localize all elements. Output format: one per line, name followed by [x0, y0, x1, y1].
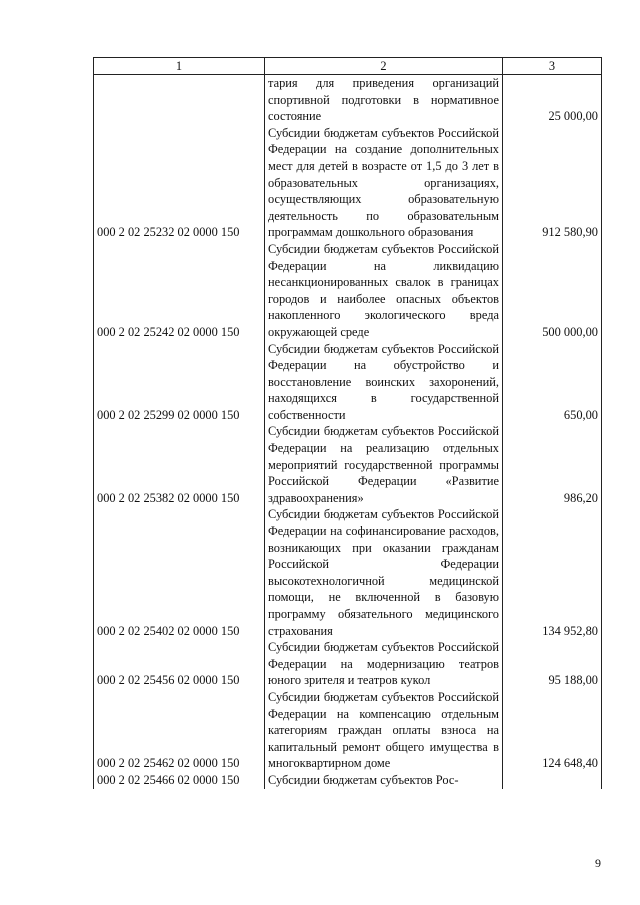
- revenue-description: Субсидии бюджетам субъектов Российской Федерации на модернизацию театров юного зрителя и театров кукол: [265, 639, 503, 689]
- amount: 25 000,00: [503, 75, 602, 125]
- table-row: [94, 772, 602, 789]
- column-header-3: 3: [503, 58, 602, 75]
- classification-code: [94, 75, 265, 125]
- classification-code: 000 2 02 25466 02 0000 150: [94, 772, 265, 789]
- table-row: [94, 506, 602, 639]
- table-row: [94, 125, 602, 241]
- classification-code: 000 2 02 25456 02 0000 150: [94, 639, 265, 689]
- table-row: [94, 689, 602, 772]
- classification-code: 000 2 02 25382 02 0000 150: [94, 423, 265, 506]
- table-header: [94, 58, 602, 75]
- revenue-description: Субсидии бюджетам субъектов Российской Федерации на компенсацию отдельным категориям граждан оплаты взноса на капитальный ремонт общего имущества в многоквартирном доме: [265, 689, 503, 772]
- header-row: [94, 58, 602, 75]
- table-row: [94, 639, 602, 689]
- amount: 650,00: [503, 341, 602, 424]
- revenue-description: Субсидии бюджетам субъектов Российской Федерации на софинансирование расходов, возникающих при оказании гражданам Российской Федерации высокотехнологичной медицинской помощи, не включенной в базовую программу обязательного медицинского страхования: [265, 506, 503, 639]
- budget-table: [93, 57, 602, 789]
- classification-code: 000 2 02 25232 02 0000 150: [94, 125, 265, 241]
- revenue-description: Субсидии бюджетам субъектов Рос-: [265, 772, 503, 789]
- table-row: [94, 241, 602, 341]
- amount: 986,20: [503, 423, 602, 506]
- revenue-description: Субсидии бюджетам субъектов Российской Федерации на создание дополнительных мест для детей в возрасте от 1,5 до 3 лет в образовательных организациях, осуществляющих образовательную деятельность по образовательным программам дошкольного образования: [265, 125, 503, 241]
- amount: 95 188,00: [503, 639, 602, 689]
- table-row: [94, 75, 602, 125]
- column-header-2: 2: [265, 58, 503, 75]
- amount: 124 648,40: [503, 689, 602, 772]
- table-row: [94, 423, 602, 506]
- page-number: 9: [595, 856, 601, 870]
- revenue-description: Субсидии бюджетам субъектов Российской Федерации на обустройство и восстановление воинских захоронений, находящихся в государственной собственности: [265, 341, 503, 424]
- amount: [503, 772, 602, 789]
- table-row: [94, 341, 602, 424]
- amount: 134 952,80: [503, 506, 602, 639]
- classification-code: 000 2 02 25462 02 0000 150: [94, 689, 265, 772]
- table-body: [94, 75, 602, 789]
- classification-code: 000 2 02 25242 02 0000 150: [94, 241, 265, 341]
- revenue-description: Субсидии бюджетам субъектов Российской Федерации на реализацию отдельных мероприятий государственной программы Российской Федерации «Развитие здравоохранения»: [265, 423, 503, 506]
- classification-code: 000 2 02 25299 02 0000 150: [94, 341, 265, 424]
- classification-code: 000 2 02 25402 02 0000 150: [94, 506, 265, 639]
- revenue-description: тария для приведения организаций спортивной подготовки в нормативное состояние: [265, 75, 503, 125]
- column-header-1: 1: [94, 58, 265, 75]
- amount: 500 000,00: [503, 241, 602, 341]
- revenue-description: Субсидии бюджетам субъектов Российской Федерации на ликвидацию несанкционированных свалок в границах городов и наиболее опасных объектов накопленного экологического вреда окружающей среде: [265, 241, 503, 341]
- amount: 912 580,90: [503, 125, 602, 241]
